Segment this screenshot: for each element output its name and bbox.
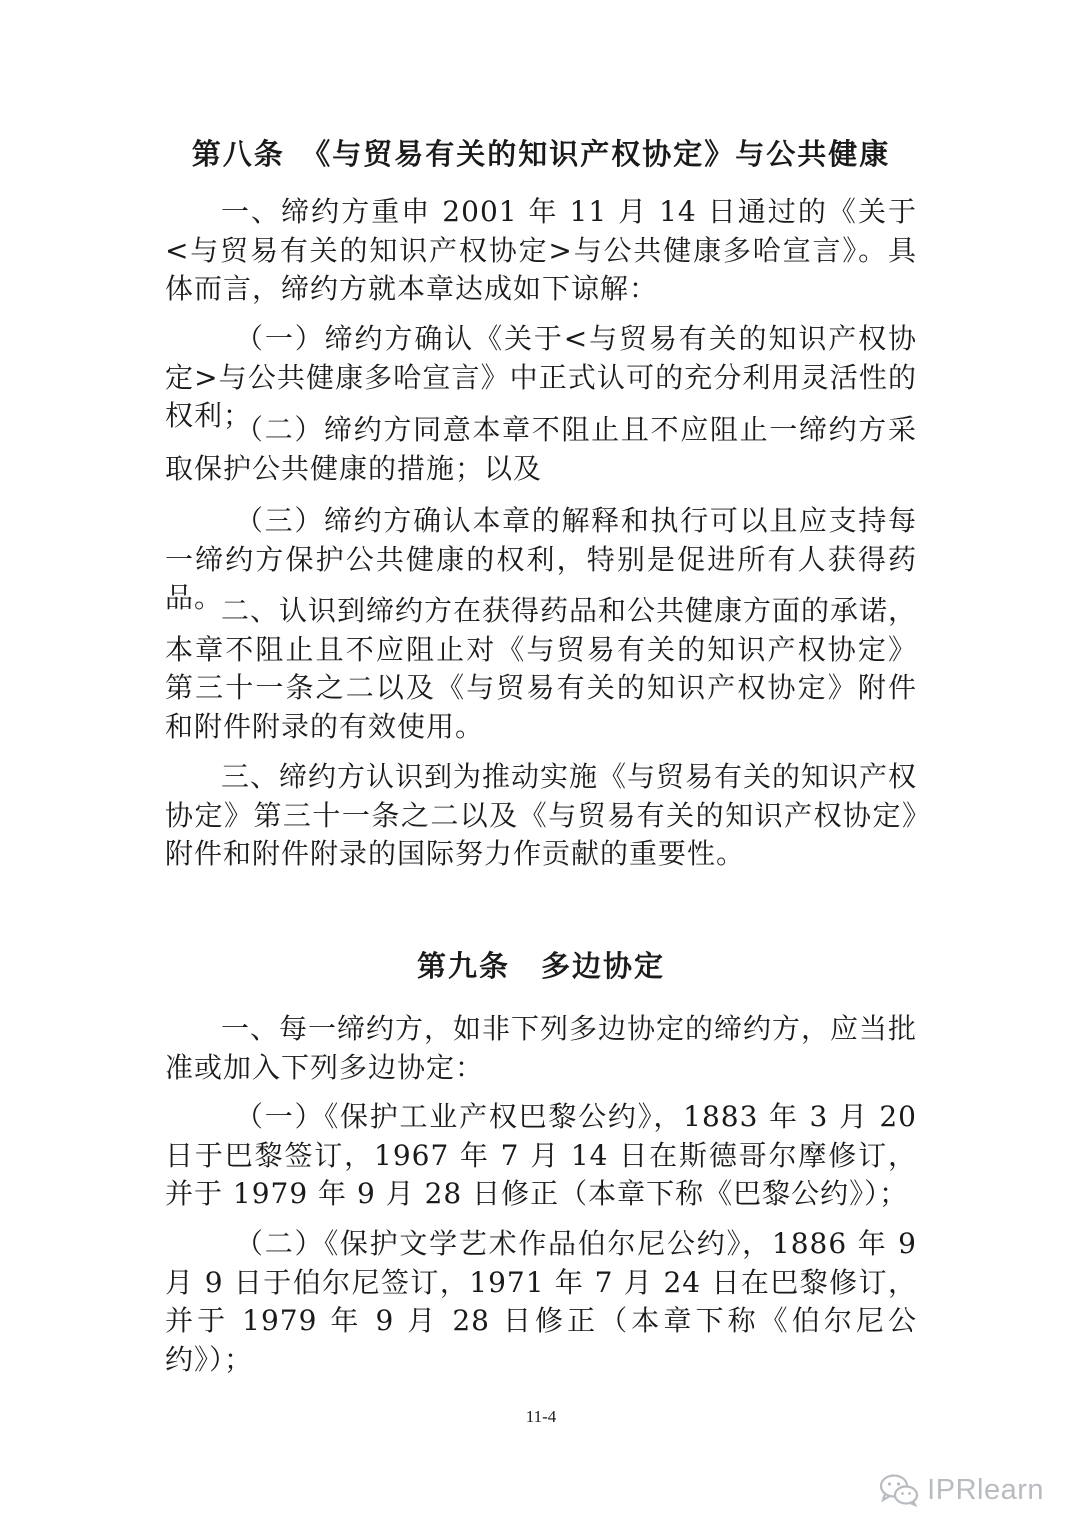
article-9-item-1: （一）《保护工业产权巴黎公约》，1883 年 3 月 20 日于巴黎签订，1967 年 7 月 14 日在斯德哥尔摩修订，并于 1979 年 9 月 28 日修正（本章下称《巴黎公约》）；	[165, 1100, 917, 1210]
article-8-paragraph-1: 一、缔约方重申 2001 年 11 月 14 日通过的《关于<与贸易有关的知识产权协定>与公共健康多哈宣言》。具体而言，缔约方就本章达成如下谅解：	[165, 195, 917, 305]
article-9-title: 第九条 多边协定	[416, 949, 665, 983]
article-8-item-3: （三）缔约方确认本章的解释和执行可以且应支持每一缔约方保护公共健康的权利，特别是促进所有人获得药品。	[165, 504, 917, 614]
watermark-text: IPRlearn	[927, 1473, 1044, 1506]
article-8-paragraph-2: 二、认识到缔约方在获得药品和公共健康方面的承诺，本章不阻止且不应阻止对《与贸易有关的知识产权协定》第三十一条之二以及《与贸易有关的知识产权协定》附件和附件附录的有效使用。	[165, 594, 918, 743]
page-number: 11-4	[525, 1407, 557, 1426]
article-9-item-2: （二）《保护文学艺术作品伯尔尼公约》，1886 年 9 月 9 日于伯尔尼签订，1971 年 7 月 24 日在巴黎修订，并于 1979 年 9 月 28 日修正（本章下称《伯尔尼公约》）；	[165, 1227, 917, 1376]
article-9-paragraph-1: 一、每一缔约方，如非下列多边协定的缔约方，应当批准或加入下列多边协定：	[165, 1012, 918, 1084]
article-8-title: 第八条 《与贸易有关的知识产权协定》与公共健康	[191, 137, 891, 171]
watermark	[879, 1470, 1044, 1510]
wechat-icon	[879, 1473, 919, 1507]
article-8-item-2: （二）缔约方同意本章不阻止且不应阻止一缔约方采取保护公共健康的措施；以及	[165, 413, 917, 485]
article-8-item-1: （一）缔约方确认《关于<与贸易有关的知识产权协定>与公共健康多哈宣言》中正式认可的充分利用灵活性的权利；	[165, 322, 917, 432]
article-8-paragraph-3: 三、缔约方认识到为推动实施《与贸易有关的知识产权协定》第三十一条之二以及《与贸易有关的知识产权协定》附件和附件附录的国际努力作贡献的重要性。	[165, 760, 918, 870]
